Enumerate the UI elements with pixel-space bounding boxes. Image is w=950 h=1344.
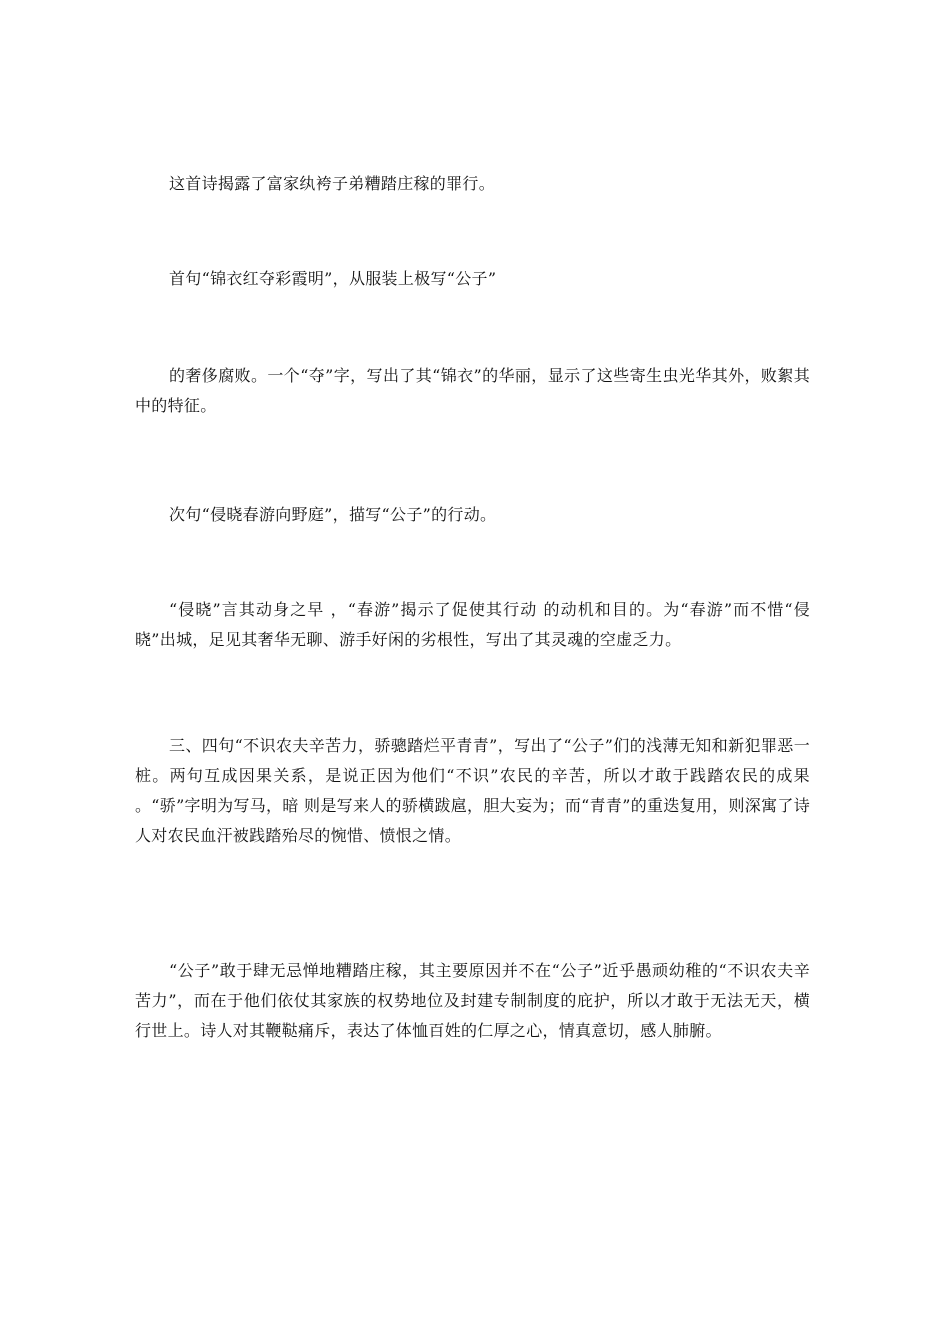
paragraph-conclusion: “公子”敢于肆无忌惮地糟踏庄稼，其主要原因并不在“公子”近乎愚顽幼稚的“不识农夫辛苦力”，而在于他们依仗其家族的权势地位及封建专制制度的庇护，所以才敢于无法无天，横行世上。诗人对其鞭鞑痛斥，表达了体恤百姓的仁厚之心，情真意切，感人肺腑。 [135, 961, 810, 1040]
paragraph-first-line-intro: 首句“锦衣红夺彩霞明”，从服装上极写“公子” [169, 269, 497, 288]
paragraph-intro: 这首诗揭露了富家纨袴子弟糟踏庄稼的罪行。 [169, 174, 496, 193]
paragraph-second-line-intro: 次句“侵晓春游向野庭”，描写“公子”的行动。 [169, 505, 497, 524]
paragraph-first-line-analysis: 的奢侈腐败。一个“夺”字，写出了其“锦衣”的华丽，显示了这些寄生虫光华其外，败絮其中的特征。 [135, 366, 810, 415]
paragraph-third-fourth-lines: 三、四句“不识农夫辛苦力，骄骢踏烂平青青”，写出了“公子”们的浅薄无知和新犯罪恶一桩。两句互成因果关系，是说正因为他们“不识”农民的辛苦，所以才敢于践踏农民的成果 。“骄”字明为写马，暗 则是写来人的骄横跋扈，胆大妄为；而“青青”的重迭复用，则深寓了诗人对农民血汗被践踏殆尽的惋惜、愤恨之情。 [135, 736, 811, 845]
paragraph-second-line-analysis: “侵晓”言其动身之早 ，“春游”揭示了促使其行动 的动机和目的。为“春游”而不惜“侵晓”出城，足见其奢华无聊、游手好闲的劣根性，写出了其灵魂的空虚乏力。 [135, 600, 810, 649]
